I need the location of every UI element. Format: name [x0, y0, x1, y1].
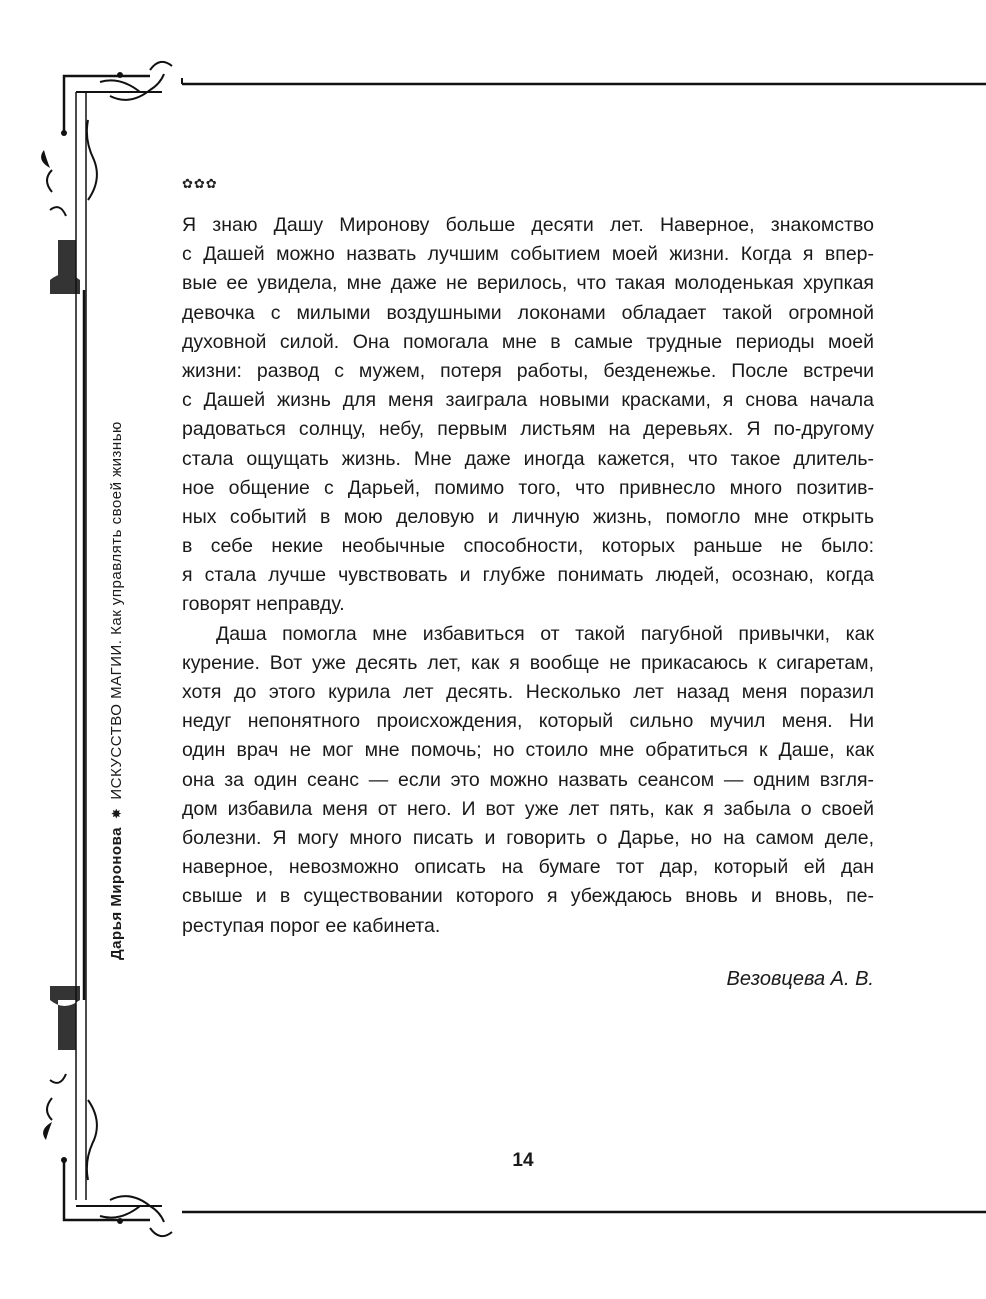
text-line: ное общение с Дарьей, помимо того, что привнесло много позитив-: [182, 476, 874, 499]
paragraph: [182, 620, 874, 941]
page-number: 14: [512, 1150, 534, 1171]
running-head-separator-icon: ✸: [109, 807, 124, 820]
running-head-author: Дарья Миронова: [108, 827, 125, 960]
text-line: жизни: развод с мужем, потеря работы, безденежье. После встречи: [182, 359, 874, 382]
paragraph: [182, 211, 874, 620]
text-line: один врач не мог мне помочь; но стоило мне обратиться к Даше, как: [182, 739, 874, 762]
text-line: стала ощущать жизнь. Мне даже иногда кажется, что такое длитель-: [182, 447, 874, 470]
running-head: [108, 421, 125, 960]
text-line: Даша помогла мне избавиться от такой пагубной привычки, как: [216, 622, 874, 645]
text-line: в себе некие необычные способности, которых раньше не было:: [182, 535, 874, 558]
text-line: недуг непонятного происхождения, который сильно мучил меня. Ни: [182, 710, 874, 733]
text-line: наверное, невозможно описать на бумаге тот дар, который ей дан: [182, 856, 874, 879]
text-line: я стала лучше чувствовать и глубже понимать людей, осознаю, когда: [182, 564, 874, 587]
text-line: радоваться солнцу, небу, первым листьям на деревьях. Я по-другому: [182, 418, 874, 441]
text-line: с Дашей можно назвать лучшим событием моей жизни. Когда я впер-: [182, 243, 874, 266]
text-line: хотя до этого курила лет десять. Несколько лет назад меня поразил: [182, 681, 874, 703]
text-line: девочка с милыми воздушными локонами обладает такой огромной: [182, 301, 874, 324]
section-marker-icon: ✿✿✿: [182, 176, 218, 191]
text-line: реступая порог ее кабинета.: [182, 914, 441, 937]
running-head-book-title: ИСКУССТВО МАГИИ. Как управлять своей жизнью: [108, 421, 125, 800]
text-line: болезни. Я могу много писать и говорить о Дарье, но на самом деле,: [182, 826, 874, 849]
text-line: с Дашей жизнь для меня заиграла новыми красками, я снова начала: [182, 389, 874, 412]
text-line: она за один сеанс — если это можно назвать сеансом — одним взгля-: [182, 768, 874, 791]
text-line: свыше и в существовании которого я убеждаюсь вновь и вновь, пе-: [182, 885, 874, 908]
text-line: Я знаю Дашу Миронову больше десяти лет. Наверное, знакомство: [182, 214, 874, 236]
text-line: духовной силой. Она помогала мне в самые трудные периоды моей: [182, 330, 874, 353]
text-line: дом избавила меня от него. И вот уже лет пять, как я забыла о своей: [182, 797, 874, 820]
text-line: ных событий в мою деловую и личную жизнь, помогло мне открыть: [182, 505, 874, 528]
text-line: курение. Вот уже десять лет, как я вообще не прикасаюсь к сигаретам,: [182, 651, 874, 674]
body-text: [182, 211, 874, 941]
text-line: говорят неправду.: [182, 593, 345, 616]
text-line: вые ее увидела, мне даже не верилось, что такая молоденькая хрупкая: [182, 272, 874, 295]
signature: Везовцева А. В.: [726, 968, 874, 990]
